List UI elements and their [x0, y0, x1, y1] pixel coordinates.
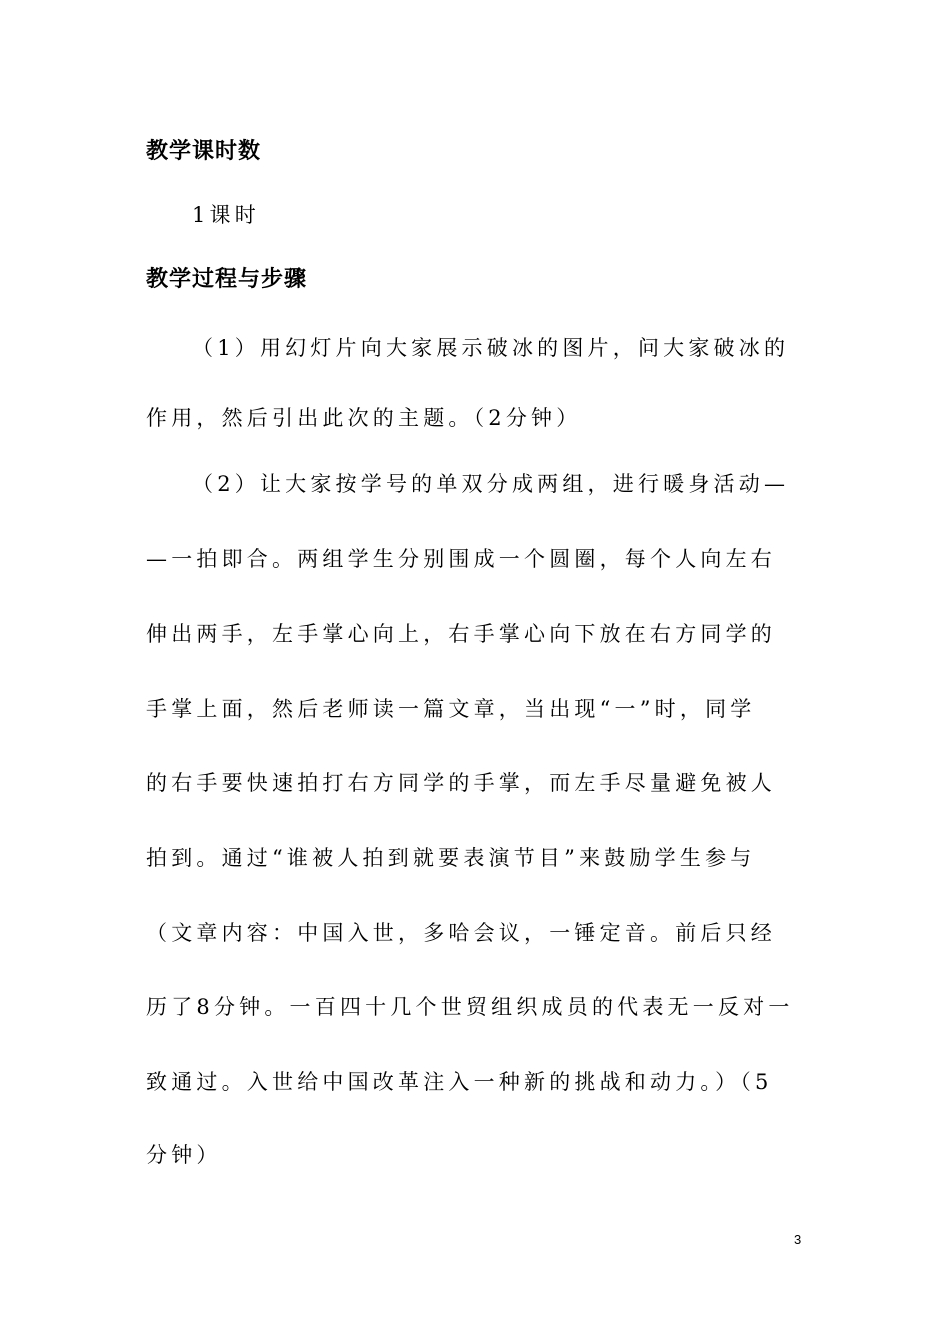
paragraph-line: （1）用幻灯片向大家展示破冰的图片，问大家破冰的 — [192, 336, 790, 360]
paragraph-line: （文章内容：中国入世，多哈会议，一锤定音。前后只经 — [146, 921, 776, 945]
lesson-count-value: 1课时 — [192, 203, 260, 227]
paragraph-line: 分钟） — [146, 1143, 222, 1167]
paragraph-line: 伸出两手，左手掌心向上，右手掌心向下放在右方同学的 — [146, 622, 776, 646]
lesson-count-heading: 教学课时数 — [146, 139, 262, 164]
paragraph-line: 手掌上面，然后老师读一篇文章，当出现“一”时，同学 — [146, 697, 756, 721]
paragraph-line: 致通过。入世给中国改革注入一种新的挑战和动力。）（5 — [146, 1070, 773, 1094]
paragraph-line: 的右手要快速拍打右方同学的手掌，而左手尽量避免被人 — [146, 771, 776, 795]
paragraph-line: 拍到。通过“谁被人拍到就要表演节目”来鼓励学生参与 — [146, 846, 756, 870]
paragraph-line: （2）让大家按学号的单双分成两组，进行暖身活动— — [192, 472, 790, 496]
process-heading: 教学过程与步骤 — [146, 267, 308, 292]
paragraph-line: 历了8分钟。一百四十几个世贸组织成员的代表无一反对一 — [146, 995, 794, 1019]
paragraph-line: —一拍即合。两组学生分别围成一个圆圈，每个人向左右 — [146, 547, 776, 571]
paragraph-line: 作用，然后引出此次的主题。（2分钟） — [146, 406, 582, 430]
page-number: 3 — [794, 1232, 802, 1247]
